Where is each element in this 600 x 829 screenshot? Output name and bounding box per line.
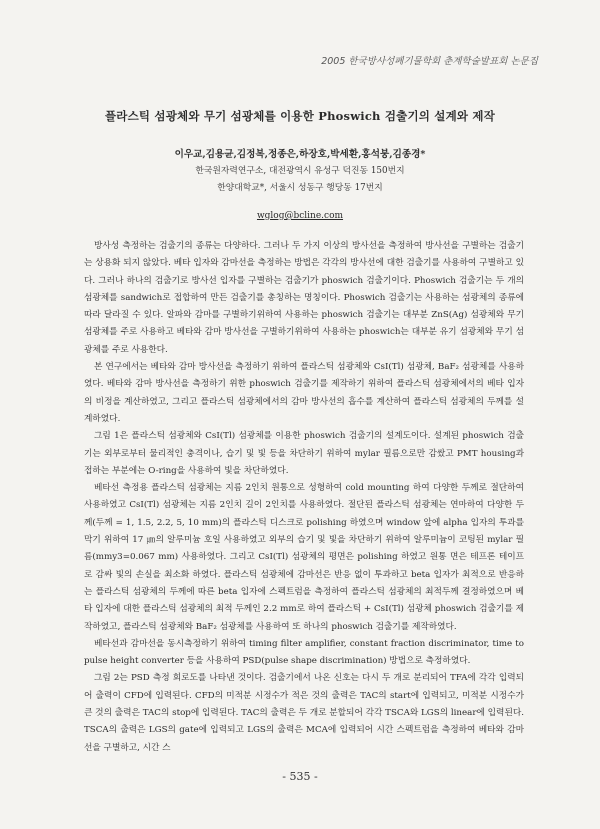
author-list: 이우교,김용균,김정복,정종은,하장호,박세환,홍석붕,김종경* <box>174 149 426 160</box>
page-number: - 535 - <box>282 770 318 783</box>
paragraph: 본 연구에서는 베타와 감마 방사선을 측정하기 위하여 플라스틱 섬광체와 CsI(Tl) 섬광체, BaF₂ 섬광체를 사용하였다. 베타와 감마 방사선을 측정하기 위한 phoswich 검출기를 제작하기 위하여 플라스틱 섬광체에서의 베타 입자의 비정을 계산하였고, 그리고 플라스틱 섬광체에서의 감마 방사선의 흡수를 계산하여 플라스틱 섬광체의 두께를 설계하였다. <box>84 362 524 424</box>
body-text <box>84 238 524 757</box>
affiliation-1: 한국원자력연구소, 대전광역시 유성구 덕진동 150번지 <box>195 166 405 176</box>
running-head: 2005 한국방사성폐기물학회 춘계학술발표회 논문집 <box>321 56 538 67</box>
paragraph: 베타선 측정용 플라스틱 섬광체는 지름 2인치 원통으로 성형하여 cold mounting 하여 다양한 두께로 절단하여 사용하였고 CsI(Tl) 섬광체는 지름 2인치 길이 2인치를 사용하였다. 절단된 플라스틱 섬광체는 연마하여 다양한 두께(두께 = 1, 1.5, 2.2, 5, 10 mm)의 플라스틱 디스크로 polishing 하였으며 window 앞에 alpha 입자의 투과를 막기 위하여 17 ㎛의 알루미늄 호일 사용하였고 외부의 습기 및 빛을 차단하기 위하여 알루미늄이 코팅된 mylar 필름(mmy3=0.067 mm) 사용하였다. 그리고 CsI(Tl) 섬광체의 평면은 polishing 하였고 원통 면은 테프론 테이프로 감싸 빛의 손실을 최소화 하였다. 플라스틱 섬광체에 감마선은 반응 없이 투과하고 beta 입자가 최적으로 반응하는 플라스틱 섬광체의 두께에 따른 beta 입자에 스펙트럼을 측정하여 플라스틱 섬광체의 최적두께 결정하였으며 베타 입자에 대한 플라스틱 섬광체의 최적 두께인 2.2 mm로 하여 플라스틱 + CsI(Tl) 섬광체 phoswich 검출기를 제작하였고, 플라스틱 섬광체와 BaF₂ 섬광체를 사용하여 또 하나의 phoswich 검출기를 제작하였다. <box>84 483 524 632</box>
affiliation-2: 한양대학교*, 서울시 성동구 행당동 17번지 <box>217 183 383 193</box>
paragraph: 그림 2는 PSD 측정 회로도를 나타낸 것이다. 검출기에서 나온 신호는 다시 두 개로 분리되어 TFA에 각각 입력되어 출력이 CFD에 입력된다. CFD의 미적분 시정수가 적은 것의 출력은 TAC의 start에 입력되고, 미적분 시정수가 큰 것의 출력은 TAC의 stop에 입력된다. TAC의 출력은 두 개로 분할되어 각각 TSCA와 LGS의 linear에 입력된다. TSCA의 출력은 LGS의 gate에 입력되고 LGS의 출력은 MCA에 입력되어 시간 스펙트럼을 측정하여 베타와 감마선을 구별하고, 시간 스 <box>84 673 524 753</box>
author-email: wglog@bcline.com <box>256 211 344 221</box>
paragraph: 그림 1은 플라스틱 섬광체와 CsI(Tl) 섬광체를 이용한 phoswich 검출기의 설계도이다. 설계된 phoswich 검출기는 외부로부터 물리적인 충격이나, 습기 및 빛 등을 차단하기 위하여 mylar 필름으로만 감쌌고 PMT housing과 접하는 부분에는 O-ring을 사용하여 빛을 차단하였다. <box>84 431 524 476</box>
paragraph: 베타선과 감마선을 동시측정하기 위하여 timing filter amplifier, constant fraction discriminator, time to pulse height converter 등을 사용하여 PSD(pulse shape discrimination) 방법으로 측정하였다. <box>84 638 524 667</box>
paragraph: 방사성 측정하는 검출기의 종류는 다양하다. 그러나 두 가지 이상의 방사선을 측정하여 방사선을 구별하는 검출기는 상용화 되지 않았다. 베타 입자와 감마선을 측정하는 방법은 각각의 방사선에 대한 검출기를 사용하여 구별하고 있다. 그러나 하나의 검출기로 방사선 입자를 구별하는 검출기가 phoswich 검출기이다. Phoswich 검출기는 두 개의 섬광체를 sandwich로 접합하여 만든 검출기를 총칭하는 명칭이다. Phoswich 검출기는 사용하는 섬광체의 종류에 따라 달라질 수 있다. 알파와 감마를 구별하기위하여 사용하는 phoswich 검출기는 대부분 ZnS(Ag) 섬광체와 무기 섬광체를 주로 사용하고 베타와 감마 방사선을 구별하기위하여 사용하는 phoswich는 대부분 유기 섬광체와 무기 섬광체를 주로 사용한다. <box>84 241 524 355</box>
paper-title: 플라스틱 섬광체와 무기 섬광체를 이용한 Phoswich 검출기의 설계와 제작 <box>104 109 496 123</box>
